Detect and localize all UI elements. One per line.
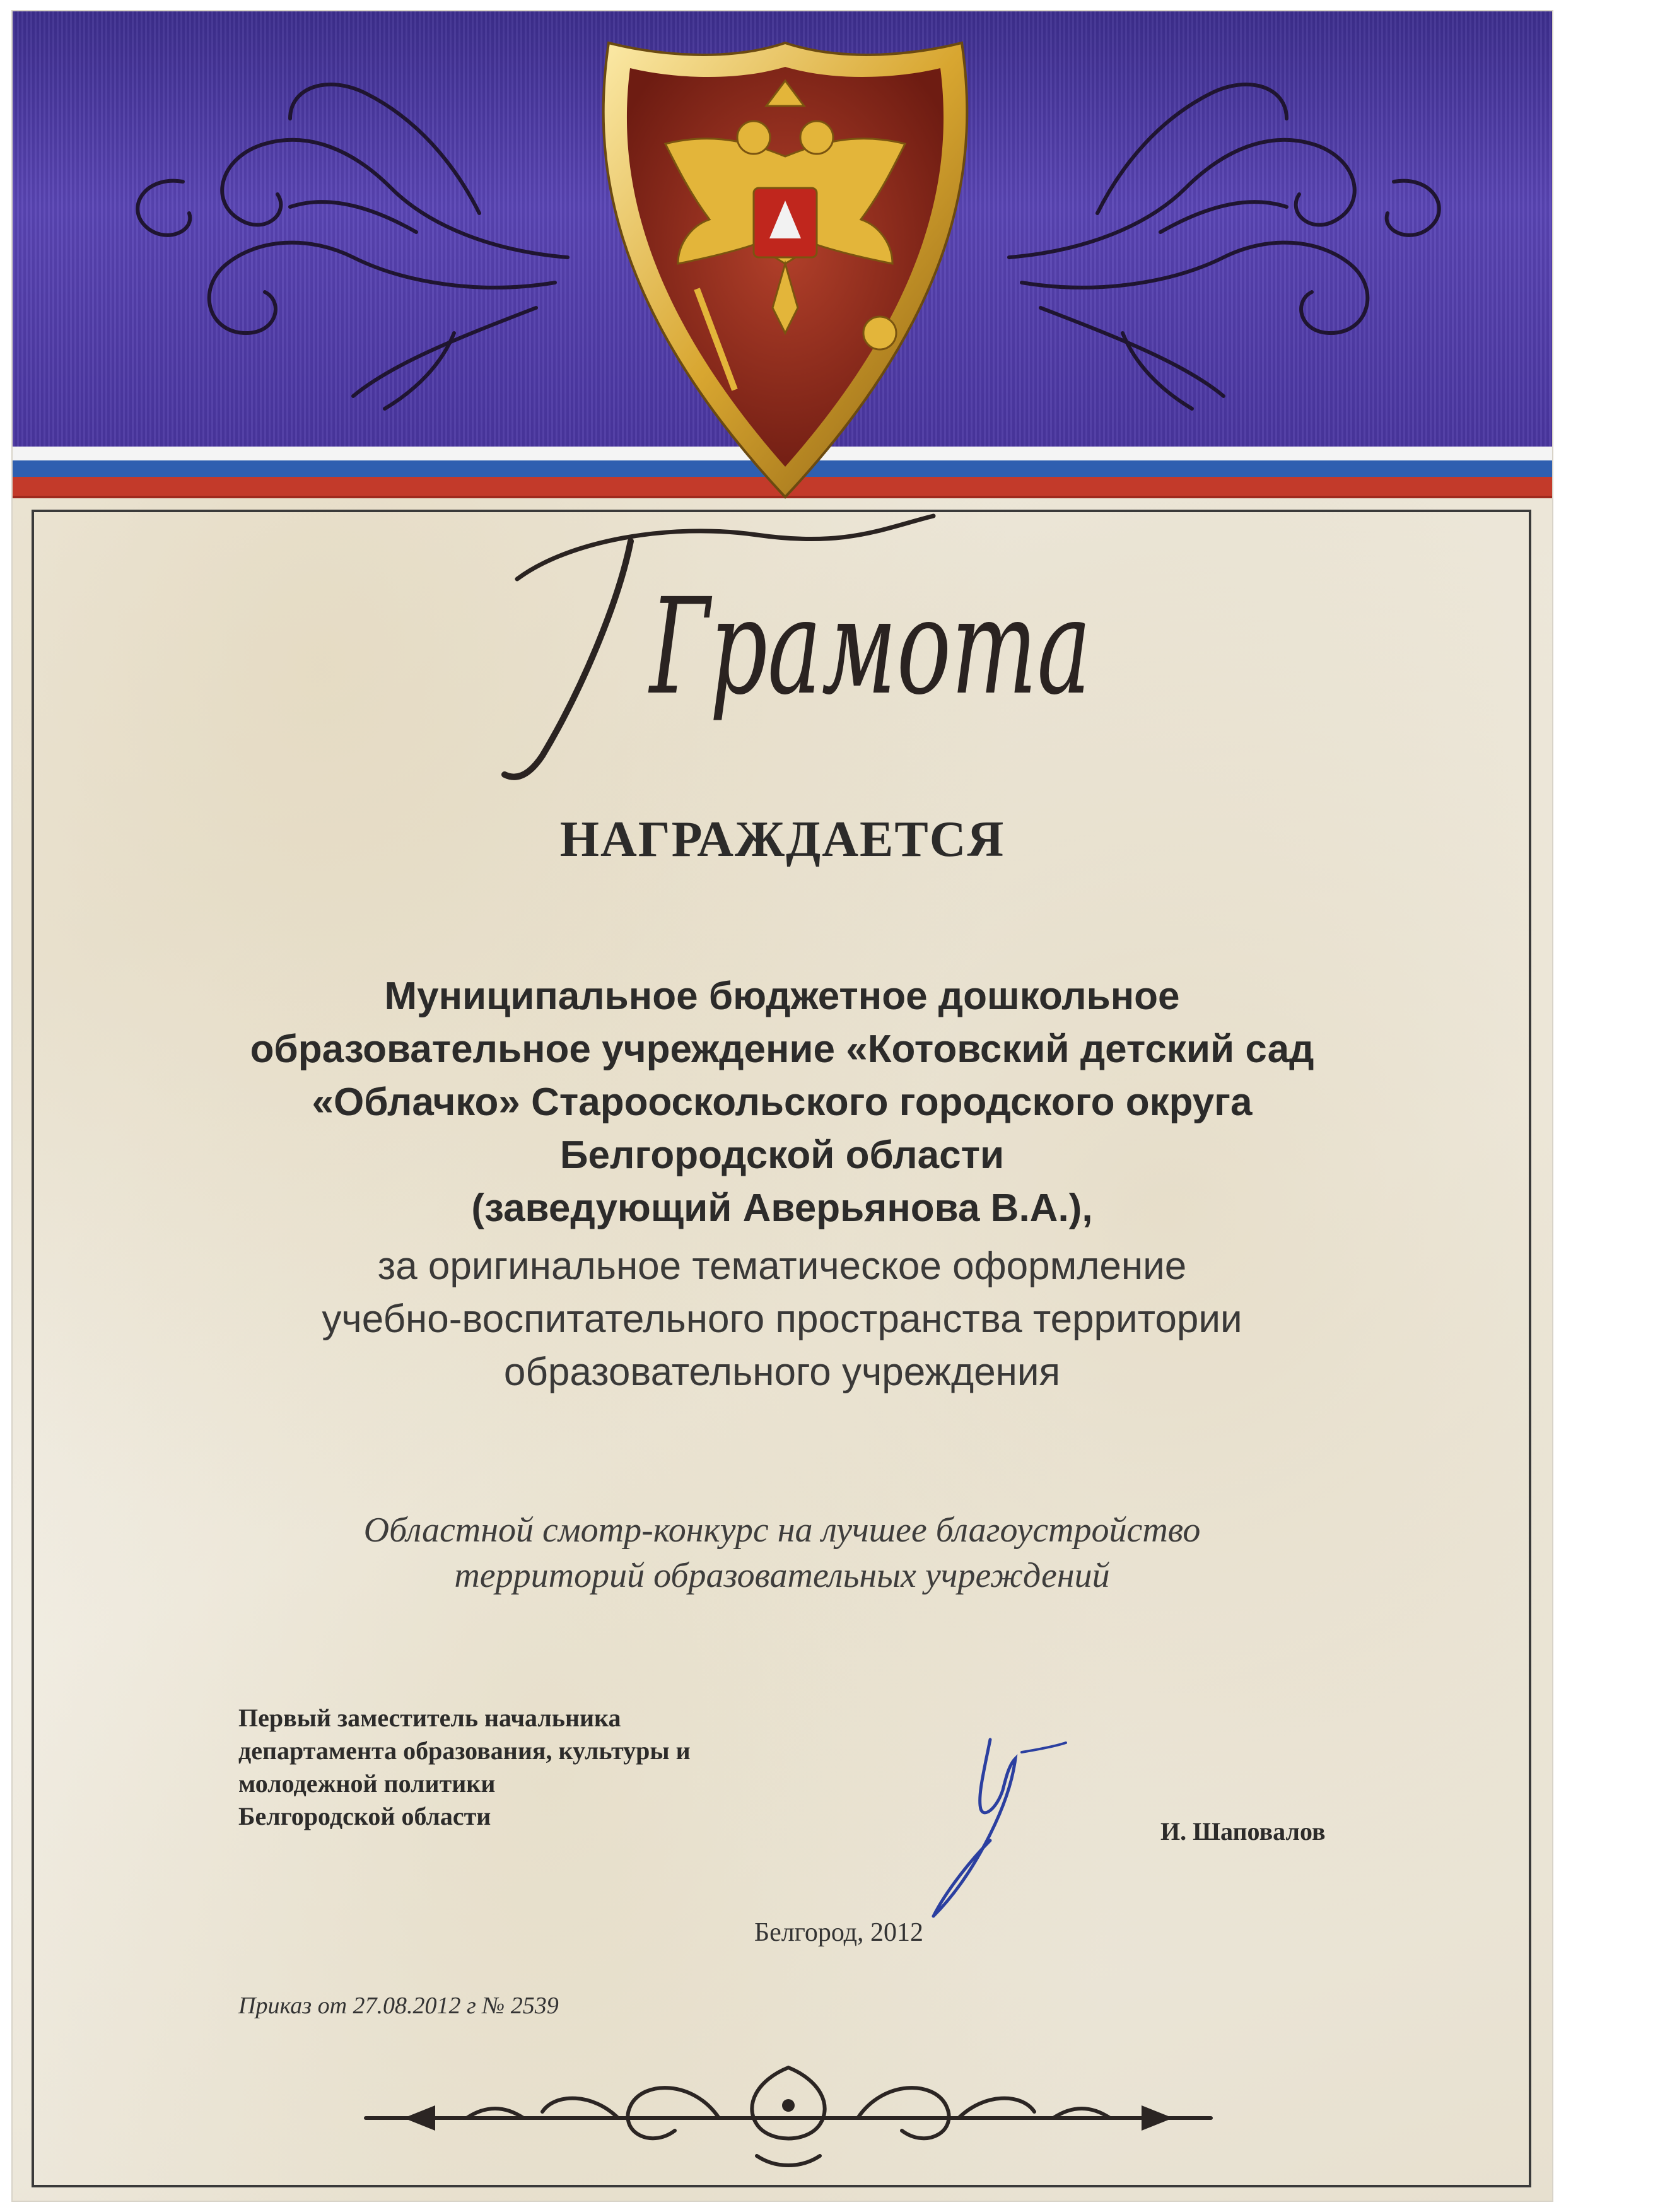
reason-line: образовательного учреждения: [503, 1350, 1061, 1394]
certificate-sheet: [13, 11, 1552, 2201]
award-heading: НАГРАЖДАЕТСЯ: [559, 812, 1005, 867]
contest-line: Областной смотр-конкурс на лучшее благоустройство: [363, 1511, 1201, 1550]
reason-line: учебно-воспитательного пространства территории: [322, 1297, 1242, 1341]
recipient-line: Белгородской области: [559, 1133, 1005, 1177]
recipient-line: Муниципальное бюджетное дошкольное: [384, 974, 1180, 1018]
left-flourish-ornament: [101, 68, 580, 421]
signer-name: И. Шаповалов: [1160, 1817, 1326, 1846]
right-flourish-ornament: [996, 68, 1476, 421]
signer-title-line: департамента образования, культуры и: [238, 1736, 691, 1765]
place-and-year: Белгород, 2012: [754, 1918, 924, 1947]
reason-line: за оригинальное тематическое оформление: [377, 1244, 1187, 1288]
signer-title-line: Первый заместитель начальника: [238, 1704, 621, 1732]
order-reference: Приказ от 27.08.2012 г № 2539: [238, 1993, 559, 2019]
contest-line: территорий образовательных учреждений: [454, 1556, 1110, 1595]
recipient-line: «Облачко» Старооскольского городского округа: [312, 1080, 1253, 1124]
signer-title-line: Белгородской области: [238, 1802, 491, 1830]
signer-title-line: молодежной политики: [238, 1769, 496, 1798]
recipient-line: (заведующий Аверьянова В.А.),: [471, 1186, 1093, 1230]
certificate-title-text: Грамота: [648, 570, 1091, 724]
coat-of-arms-emblem: [583, 37, 987, 503]
recipient-line: образовательное учреждение «Котовский детский сад: [250, 1027, 1314, 1071]
inner-frame-border: [32, 510, 1531, 2187]
